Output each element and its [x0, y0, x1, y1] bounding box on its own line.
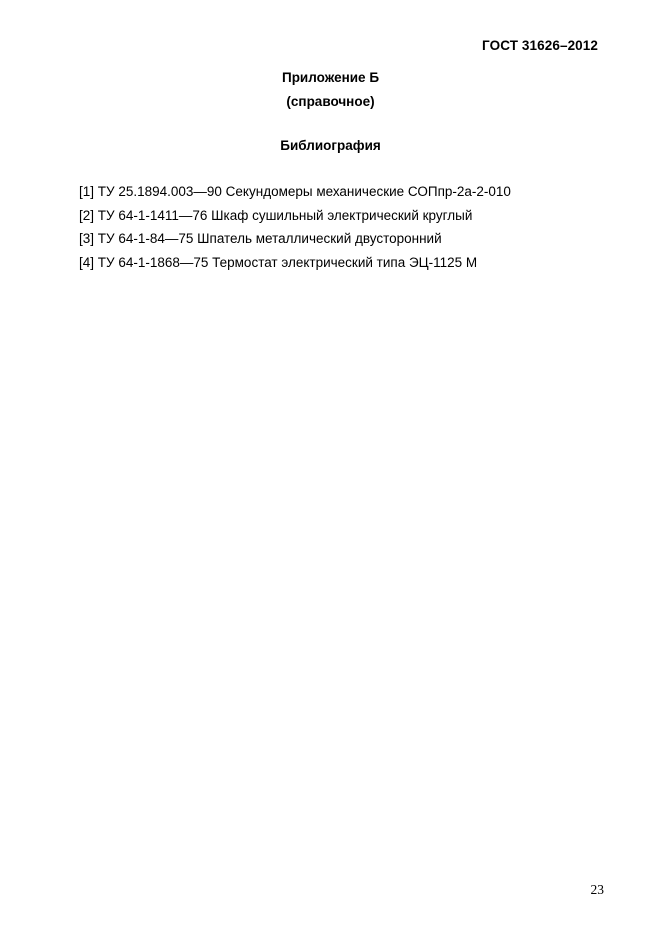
page-number: 23	[590, 882, 604, 897]
bibliography-list	[79, 184, 511, 278]
bibliography-entry: [3] ТУ 64-1-84—75 Шпатель металлический двусторонний	[79, 231, 442, 246]
bibliography-heading: Библиография	[280, 138, 381, 153]
document-code: ГОСТ 31626–2012	[482, 38, 598, 53]
bibliography-entry: [2] ТУ 64-1-1411—76 Шкаф сушильный электрический круглый	[79, 207, 473, 223]
bibliography-entry: [1] ТУ 25.1894.003—90 Секундомеры механические СОПпр-2а-2-010	[79, 184, 511, 199]
bibliography-entry: [4] ТУ 64-1-1868—75 Термостат электрический типа ЭЦ-1125 М	[79, 254, 478, 270]
appendix-title: Приложение Б	[281, 70, 380, 85]
appendix-subtitle: (справочное)	[286, 94, 375, 109]
